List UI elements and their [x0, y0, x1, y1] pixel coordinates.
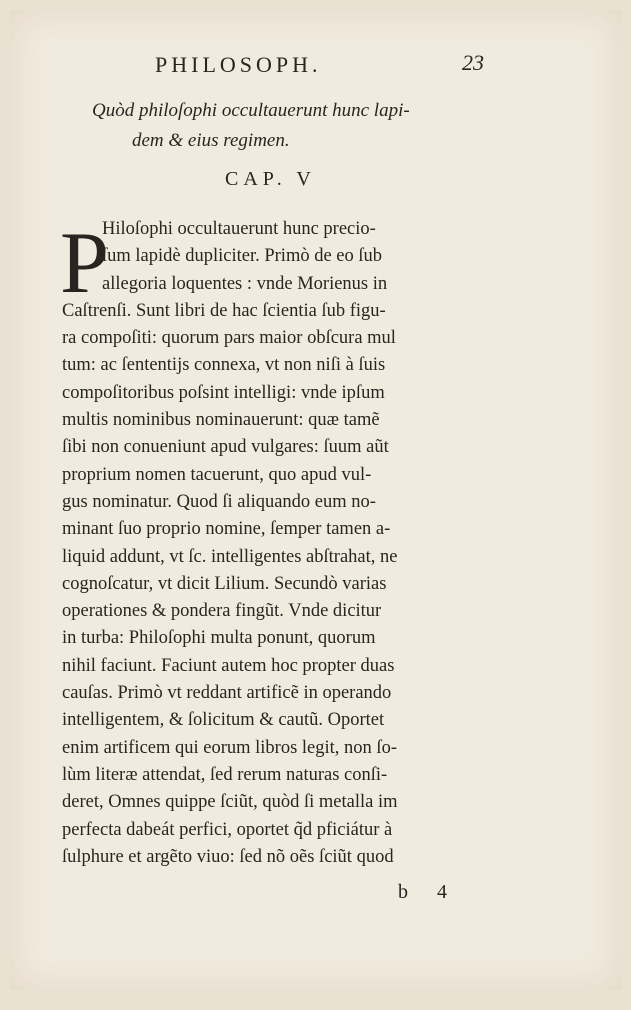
subtitle-line: dem & eius regimen.: [132, 130, 290, 151]
text-line: minant ſuo proprio nomine, ſemper tamen a-: [62, 519, 391, 540]
text-line: ra compoſiti: quorum pars maior obſcura mul: [62, 328, 396, 349]
book-page: [10, 10, 621, 990]
text-line: cauſas. Primò vt reddant artificẽ in operando: [62, 683, 392, 704]
text-line: multis nominibus nominauerunt: quæ tamẽ: [62, 410, 380, 431]
drop-cap: P: [60, 215, 109, 312]
text-line: compoſitoribus poſsint intelligi: vnde ipſum: [62, 382, 385, 403]
text-line: intelligentem, & ſolicitum & cautũ. Oportet: [62, 710, 385, 731]
running-head: PHILOSOPH.: [155, 52, 322, 77]
chapter-subtitle: [92, 96, 512, 156]
text-line: tum: ac ſententijs connexa, vt non niſi à ſuis: [62, 355, 386, 376]
text-line: ſulphure et argẽto viuo: ſed nõ oẽs ſciũt quod: [62, 846, 394, 867]
text-line: cognoſcatur, vt dicit Lilium. Secundò varias: [62, 573, 387, 594]
text-line: deret, Omnes quippe ſciũt, quòd ſi metalla im: [62, 792, 398, 813]
text-line: gus nominatur. Quod ſi aliquando eum no-: [62, 491, 376, 512]
text-line: Caſtrenſi. Sunt libri de hac ſcientia ſub figu-: [62, 300, 386, 321]
text-line: operationes & pondera fingũt. Vnde dicitur: [62, 601, 382, 622]
text-line: liquid addunt, vt ſc. intelligentes abſtrahat, ne: [62, 546, 398, 567]
chapter-heading: CAP. V: [225, 168, 316, 190]
signature-mark: b 4: [398, 881, 459, 903]
subtitle-line: Quòd philoſophi occultauerunt hunc lapi-: [92, 100, 410, 121]
text-line: proprium nomen tacuerunt, quo apud vul-: [62, 464, 372, 485]
text-line: allegoria loquentes : vnde Morienus in: [102, 273, 388, 294]
text-line: enim artificem qui eorum libros legit, non ſo-: [62, 737, 397, 758]
page-number: 23: [462, 50, 484, 75]
text-line: ſum lapidè dupliciter. Primò de eo ſub: [102, 246, 383, 267]
text-line: nihil faciunt. Faciunt autem hoc propter duas: [62, 655, 395, 676]
text-line: lùm literæ attendat, ſed rerum naturas conſi-: [62, 764, 388, 785]
text-line: ſibi non conueniunt apud vulgares: ſuum aũt: [62, 437, 389, 458]
body-text: [62, 216, 498, 871]
text-line: in turba: Philoſophi multa ponunt, quorum: [62, 628, 376, 649]
text-line: Hiloſophi occultauerunt hunc precio-: [102, 219, 376, 239]
text-line: perfecta dabeát perfici, oportet q̃d pficiátur à: [62, 819, 393, 840]
